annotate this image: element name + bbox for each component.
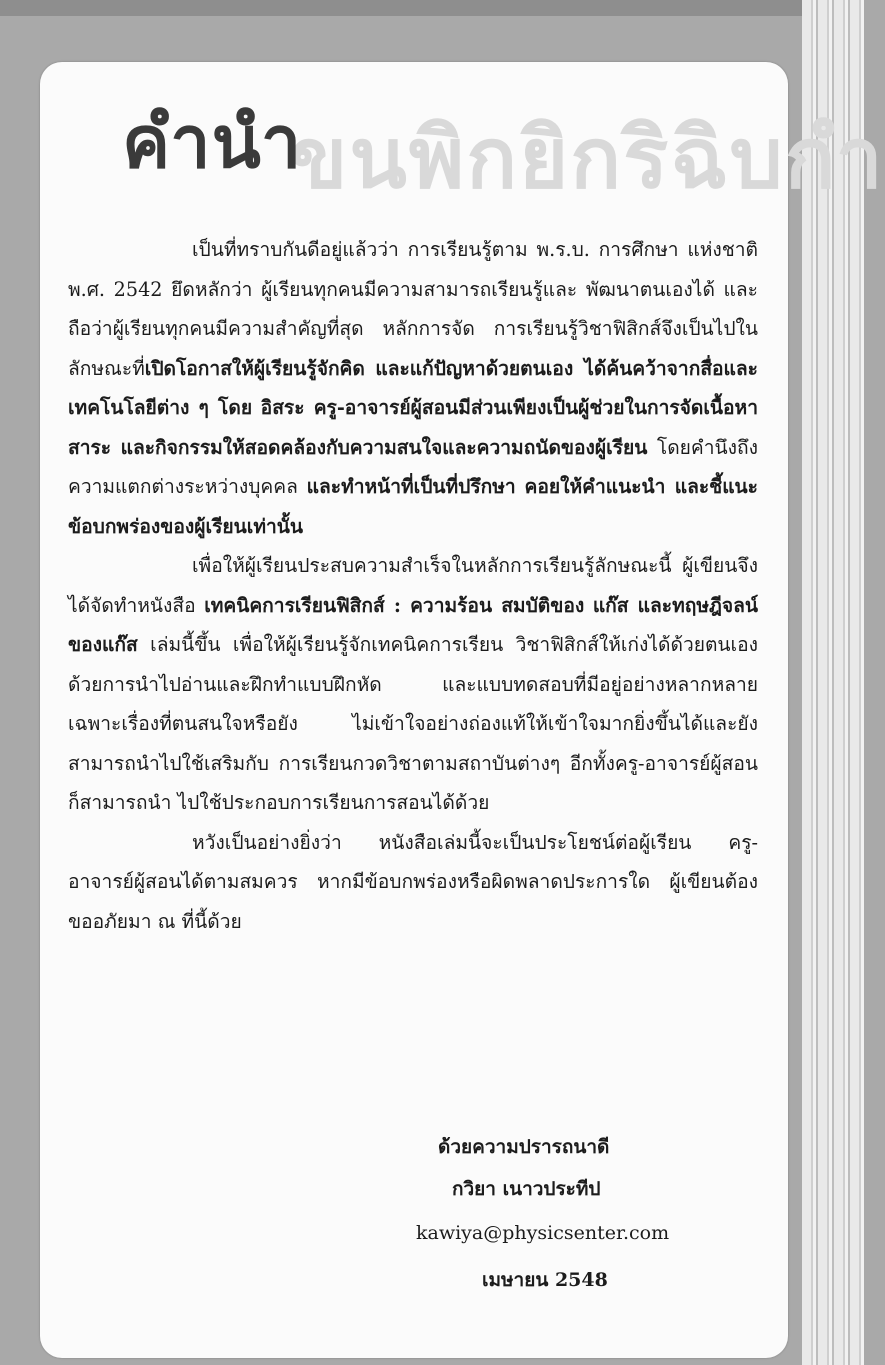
p2-rest-5: ไปใช้ประกอบการเรียนการสอนได้ด้วย: [177, 791, 490, 814]
p1-line-4: การเรียนรู้วิชาฟิสิกส์จึงเป็นไปในลักษณะที่: [68, 317, 758, 380]
preface-body: [68, 230, 758, 941]
author-email: kawiya@physicsenter.com: [416, 1222, 670, 1244]
p1-tail-normal: โดยคำนึงถึงความแตกต่างระหว่างบุคคล: [68, 435, 758, 498]
paragraph-1: [68, 230, 758, 546]
closing-line: ด้วยความปรารถนาดี: [438, 1136, 610, 1158]
p2-after-title: เล่มนี้ขึ้น เพื่อให้ผู้เรียนรู้จักเทคนิคการเรียน: [150, 633, 504, 656]
scan-top-edge: [0, 0, 864, 16]
paragraph-3: [68, 823, 758, 942]
p2-rest-1: วิชาฟิสิกส์ให้เก่งได้ด้วยตนเอง ด้วยการนำไปอ่านและฝึกทำแบบฝึกหัด: [68, 633, 758, 696]
p1-line-2: แห่งชาติ พ.ศ. 2542 ยึดหลักว่า ผู้เรียนทุกคนมีความสามารถเรียนรู้และ: [68, 238, 758, 301]
show-through-text: ขนพิกยิกริฉิบกำ: [290, 109, 885, 207]
p1-bold-1: เปิดโอกาสให้ผู้เรียนรู้จักคิด: [144, 356, 365, 380]
p1-bold-2: และแก้ปัญหาด้วยตนเอง ได้ค้นคว้าจากสื่อและเทคโนโลยีต่าง ๆ โดย: [68, 356, 758, 419]
paragraph-2: [68, 546, 758, 823]
p2-intro: เพื่อให้ผู้เรียนประสบความสำเร็จในหลักการเรียนรู้ลักษณะนี้: [192, 554, 672, 577]
p2-rest-2: และแบบทดสอบที่มีอยู่อย่างหลากหลาย เฉพาะเรื่องที่ตนสนใจหรือยัง: [68, 672, 758, 735]
p1-tail-bold: และทำหน้าที่เป็นที่ปรึกษา: [306, 475, 516, 498]
book-title-line-1: เทคนิคการเรียนฟิสิกส์ : ความร้อน สมบัติของ: [204, 593, 585, 617]
p1-line-3: พัฒนาตนเองได้ และถือว่าผู้เรียนทุกคนมีความสำคัญที่สุด หลักการจัด: [68, 277, 758, 340]
book-title-line-2: แก๊ส และทฤษฎีจลน์ของแก๊ส: [68, 593, 758, 656]
p3-line-3: ผู้เขียนต้องขออภัยมา ณ ที่นี้ด้วย: [68, 870, 758, 933]
author-name: กวิยา เนาวประทีป: [452, 1178, 601, 1200]
date-line: เมษายน 2548: [482, 1269, 608, 1291]
p3-line-2: ครู-อาจารย์ผู้สอนได้ตามสมควร หากมีข้อบกพร่องหรือผิดพลาดประการใด: [68, 830, 758, 893]
preface-page: [40, 62, 885, 1358]
p2-before-title: ผู้เขียนจึงได้จัดทำหนังสือ: [68, 554, 758, 617]
p1-bold-4: และกิจกรรมให้สอดคล้องกับความสนใจและความถนัดของผู้เรียน: [120, 435, 648, 459]
page-title: คำนำ: [122, 100, 303, 184]
p3-line-1: หวังเป็นอย่างยิ่งว่า หนังสือเล่มนี้จะเป็นประโยชน์ต่อผู้เรียน: [192, 830, 692, 854]
p2-rest-3: ไม่เข้าใจอย่างถ่องแท้ให้เข้าใจมากยิ่งขึ้นได้และยังสามารถนำไปใช้เสริมกับ: [68, 712, 758, 775]
p2-rest-4: การเรียนกวดวิชาตามสถาบันต่างๆ อีกทั้งครู-อาจารย์ผู้สอนก็สามารถนำ: [68, 751, 758, 814]
p1-tail-bold-last: คอยให้คำแนะนำ และชี้แนะข้อบกพร่องของผู้เรียนเท่านั้น: [68, 475, 758, 538]
p1-line-1: เป็นที่ทราบกันดีอยู่แล้วว่า การเรียนรู้ตาม พ.ร.บ. การศึกษา: [192, 238, 679, 261]
p1-bold-3: อิสระ ครู-อาจารย์ผู้สอนมีส่วนเพียงเป็นผู้ช่วยในการจัดเนื้อหาสาระ: [68, 396, 758, 459]
